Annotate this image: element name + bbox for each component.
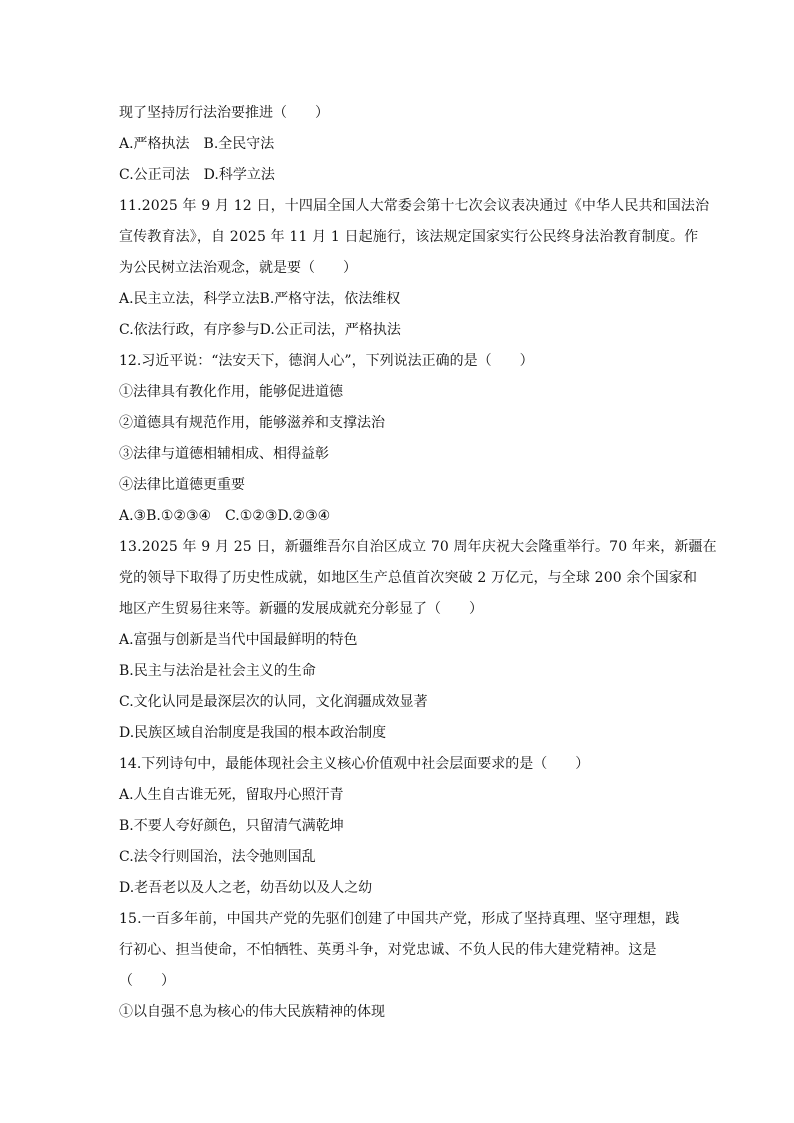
q13-option-d: D.民族区域自治制度是我国的根本政治制度 bbox=[119, 725, 387, 741]
q10-options-cd: C.公正司法 D.科学立法 bbox=[119, 167, 275, 183]
q14-stem: 14.下列诗句中，最能体现社会主义核心价值观中社会层面要求的是（ ） bbox=[119, 756, 590, 772]
q13-option-c: C.文化认同是最深层次的认同，文化润疆成效显著 bbox=[119, 694, 428, 710]
q10-options-ab: A.严格执法 B.全民守法 bbox=[119, 136, 275, 152]
q13-stem-line-1: 13.2025 年 9 月 25 日，新疆维吾尔自治区成立 70 周年庆祝大会隆重举行。70 年来，新疆在 bbox=[119, 539, 717, 555]
q11-options-cd: C.依法行政，有序参与D.公正司法，严格执法 bbox=[119, 322, 401, 338]
q15-stem-line-1: 15.一百多年前，中国共产党的先驱们创建了中国共产党，形成了坚持真理、坚守理想，践 bbox=[119, 911, 680, 927]
q12-statement-4: ④法律比道德更重要 bbox=[119, 477, 245, 493]
q10-stem-continued: 现了坚持厉行法治要推进（ ） bbox=[119, 105, 329, 121]
q12-statement-2: ②道德具有规范作用，能够滋养和支撑法治 bbox=[119, 415, 385, 431]
q12-stem: 12.习近平说：“法安天下，德润人心”，下列说法正确的是（ ） bbox=[119, 353, 534, 369]
q13-stem-line-3: 地区产生贸易往来等。新疆的发展成就充分彰显了（ ） bbox=[119, 601, 483, 617]
exam-content bbox=[119, 98, 717, 1028]
q11-options-ab: A.民主立法，科学立法B.严格守法，依法维权 bbox=[119, 291, 401, 307]
q15-statement-1: ①以自强不息为核心的伟大民族精神的体现 bbox=[119, 1004, 385, 1020]
q11-stem-line-2: 宣传教育法》，自 2025 年 11 月 1 日起施行，该法规定国家实行公民终身法治教育制度。作 bbox=[119, 229, 699, 245]
q11-stem-line-1: 11.2025 年 9 月 12 日，十四届全国人大常委会第十七次会议表决通过《中华人民共和国法治 bbox=[119, 198, 710, 214]
q13-stem-line-2: 党的领导下取得了历史性成就，如地区生产总值首次突破 2 万亿元，与全球 200 余个国家和 bbox=[119, 570, 698, 586]
q15-stem-line-3: （ ） bbox=[119, 973, 175, 989]
q14-option-c: C.法令行则国治，法令弛则国乱 bbox=[119, 849, 316, 865]
q14-option-b: B.不要人夸好颜色，只留清气满乾坤 bbox=[119, 818, 344, 834]
q12-statement-1: ①法律具有教化作用，能够促进道德 bbox=[119, 384, 343, 400]
q12-statement-3: ③法律与道德相辅相成、相得益彰 bbox=[119, 446, 329, 462]
q13-option-a: A.富强与创新是当代中国最鲜明的特色 bbox=[119, 632, 358, 648]
q11-stem-line-3: 为公民树立法治观念，就是要（ ） bbox=[119, 260, 357, 276]
q14-option-a: A.人生自古谁无死，留取丹心照汗青 bbox=[119, 787, 344, 803]
q12-options: A.③B.①②③④ C.①②③D.②③④ bbox=[119, 508, 331, 524]
q14-option-d: D.老吾老以及人之老，幼吾幼以及人之幼 bbox=[119, 880, 373, 896]
q15-stem-line-2: 行初心、担当使命，不怕牺牲、英勇斗争，对党忠诚、不负人民的伟大建党精神。这是 bbox=[119, 942, 657, 958]
q13-option-b: B.民主与法治是社会主义的生命 bbox=[119, 663, 316, 679]
